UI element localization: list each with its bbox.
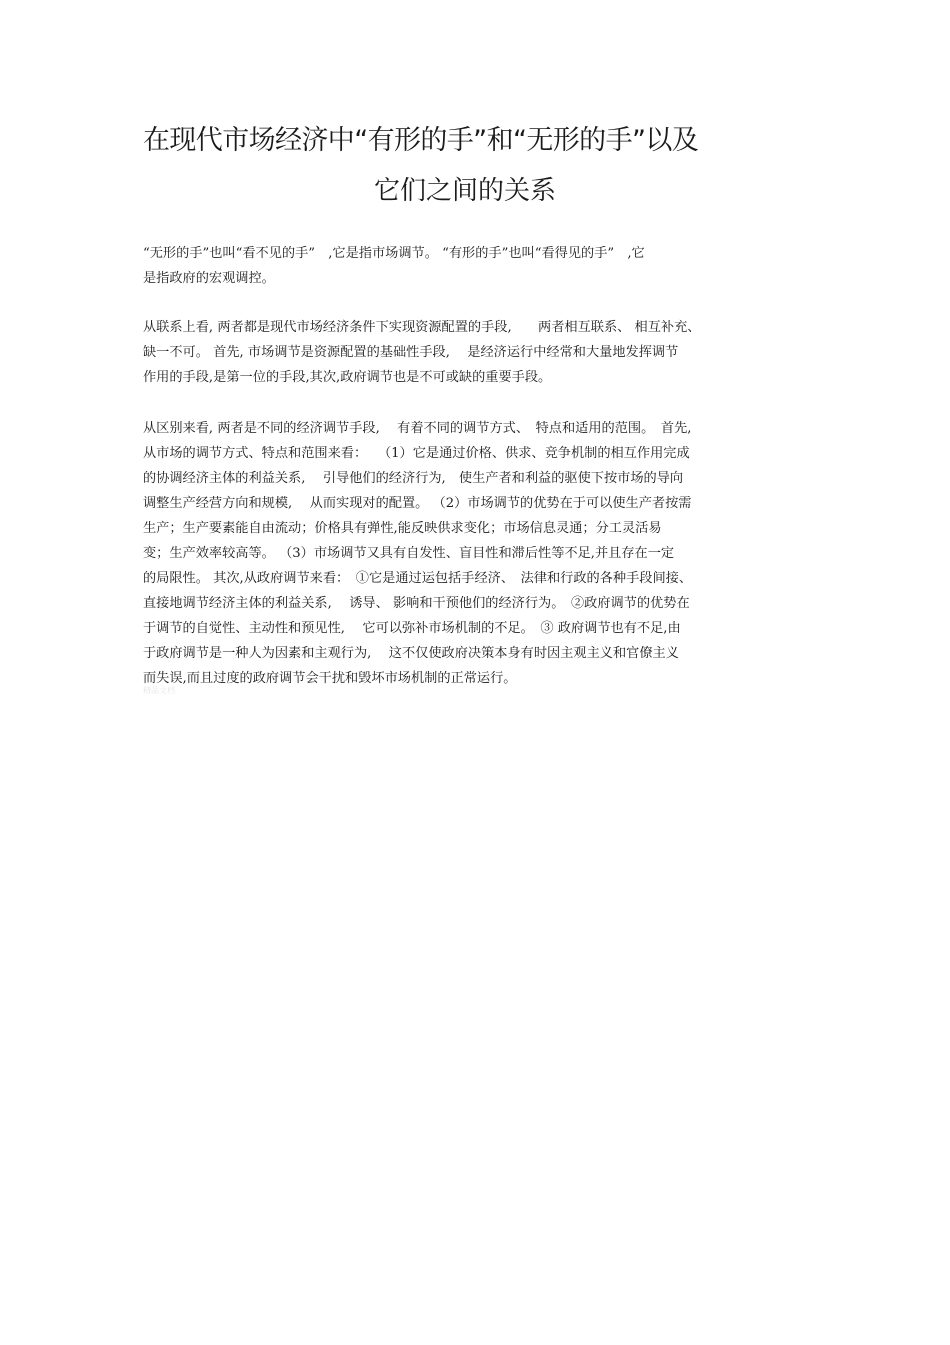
paragraph-line: 生产；生产要素能自由流动；价格具有弹性,能反映供求变化；市场信息灵通；分工灵活易 bbox=[143, 521, 662, 536]
paragraph-line: 的局限性。 其次,从政府调节来看： ①它是通过运包括手经济、 法律和行政的各种手段间接、 bbox=[143, 571, 693, 586]
paragraph-line: 直接地调节经济主体的利益关系, 诱导、 影响和干预他们的经济行为。 ②政府调节的优势在 bbox=[143, 596, 690, 611]
paragraph-connection bbox=[143, 315, 793, 390]
paragraph-line: 缺一不可。 首先, 市场调节是资源配置的基础性手段, 是经济运行中经常和大量地发挥调节 bbox=[143, 345, 679, 360]
paragraph-line: 的协调经济主体的利益关系, 引导他们的经济行为, 使生产者和利益的驱使下按市场的导向 bbox=[143, 471, 684, 486]
paragraph-line: 调整生产经营方向和规模, 从而实现对的配置。 （2）市场调节的优势在于可以使生产者按需 bbox=[143, 496, 692, 511]
paragraph-line: 从联系上看, 两者都是现代市场经济条件下实现资源配置的手段, 两者相互联系、 相互补充、 bbox=[143, 320, 701, 335]
paragraph-line: 从市场的调节方式、特点和范围来看： （1）它是通过价格、供求、竞争机制的相互作用完成 bbox=[143, 446, 690, 461]
paragraph-line: 于政府调节是一种人为因素和主观行为, 这不仅使政府决策本身有时因主观主义和官僚主义 bbox=[143, 646, 679, 661]
paragraph-line: 而失误,而且过度的政府调节会干扰和毁坏市场机制的正常运行。 bbox=[143, 671, 517, 686]
footer-watermark-text: 精品文档 bbox=[143, 686, 175, 695]
paragraph-line: 变；生产效率较高等。 （3）市场调节又具有自发性、盲目性和滞后性等不足,并且存在一定 bbox=[143, 546, 675, 561]
paragraph-line: 作用的手段,是第一位的手段,其次,政府调节也是不可或缺的重要手段。 bbox=[143, 370, 552, 385]
document-title-line-2: 它们之间的关系 bbox=[374, 176, 557, 206]
paragraph-line: 从区别来看, 两者是不同的经济调节手段, 有着不同的调节方式、 特点和适用的范围。 首先, bbox=[143, 421, 692, 436]
paragraph-line: 于调节的自觉性、主动性和预见性, 它可以弥补市场机制的不足。 ③ 政府调节也有不足,由 bbox=[143, 621, 681, 636]
paragraph-difference bbox=[143, 416, 793, 691]
paragraph-line: “无形的手”也叫“看不见的手” ,它是指市场调节。 “有形的手”也叫“看得见的手” ,它 bbox=[143, 246, 645, 261]
paragraph-line: 是指政府的宏观调控。 bbox=[143, 271, 275, 286]
document-title-line-1: 在现代市场经济中“有形的手”和“无形的手”以及 bbox=[143, 125, 699, 156]
paragraph-definition bbox=[143, 241, 793, 291]
